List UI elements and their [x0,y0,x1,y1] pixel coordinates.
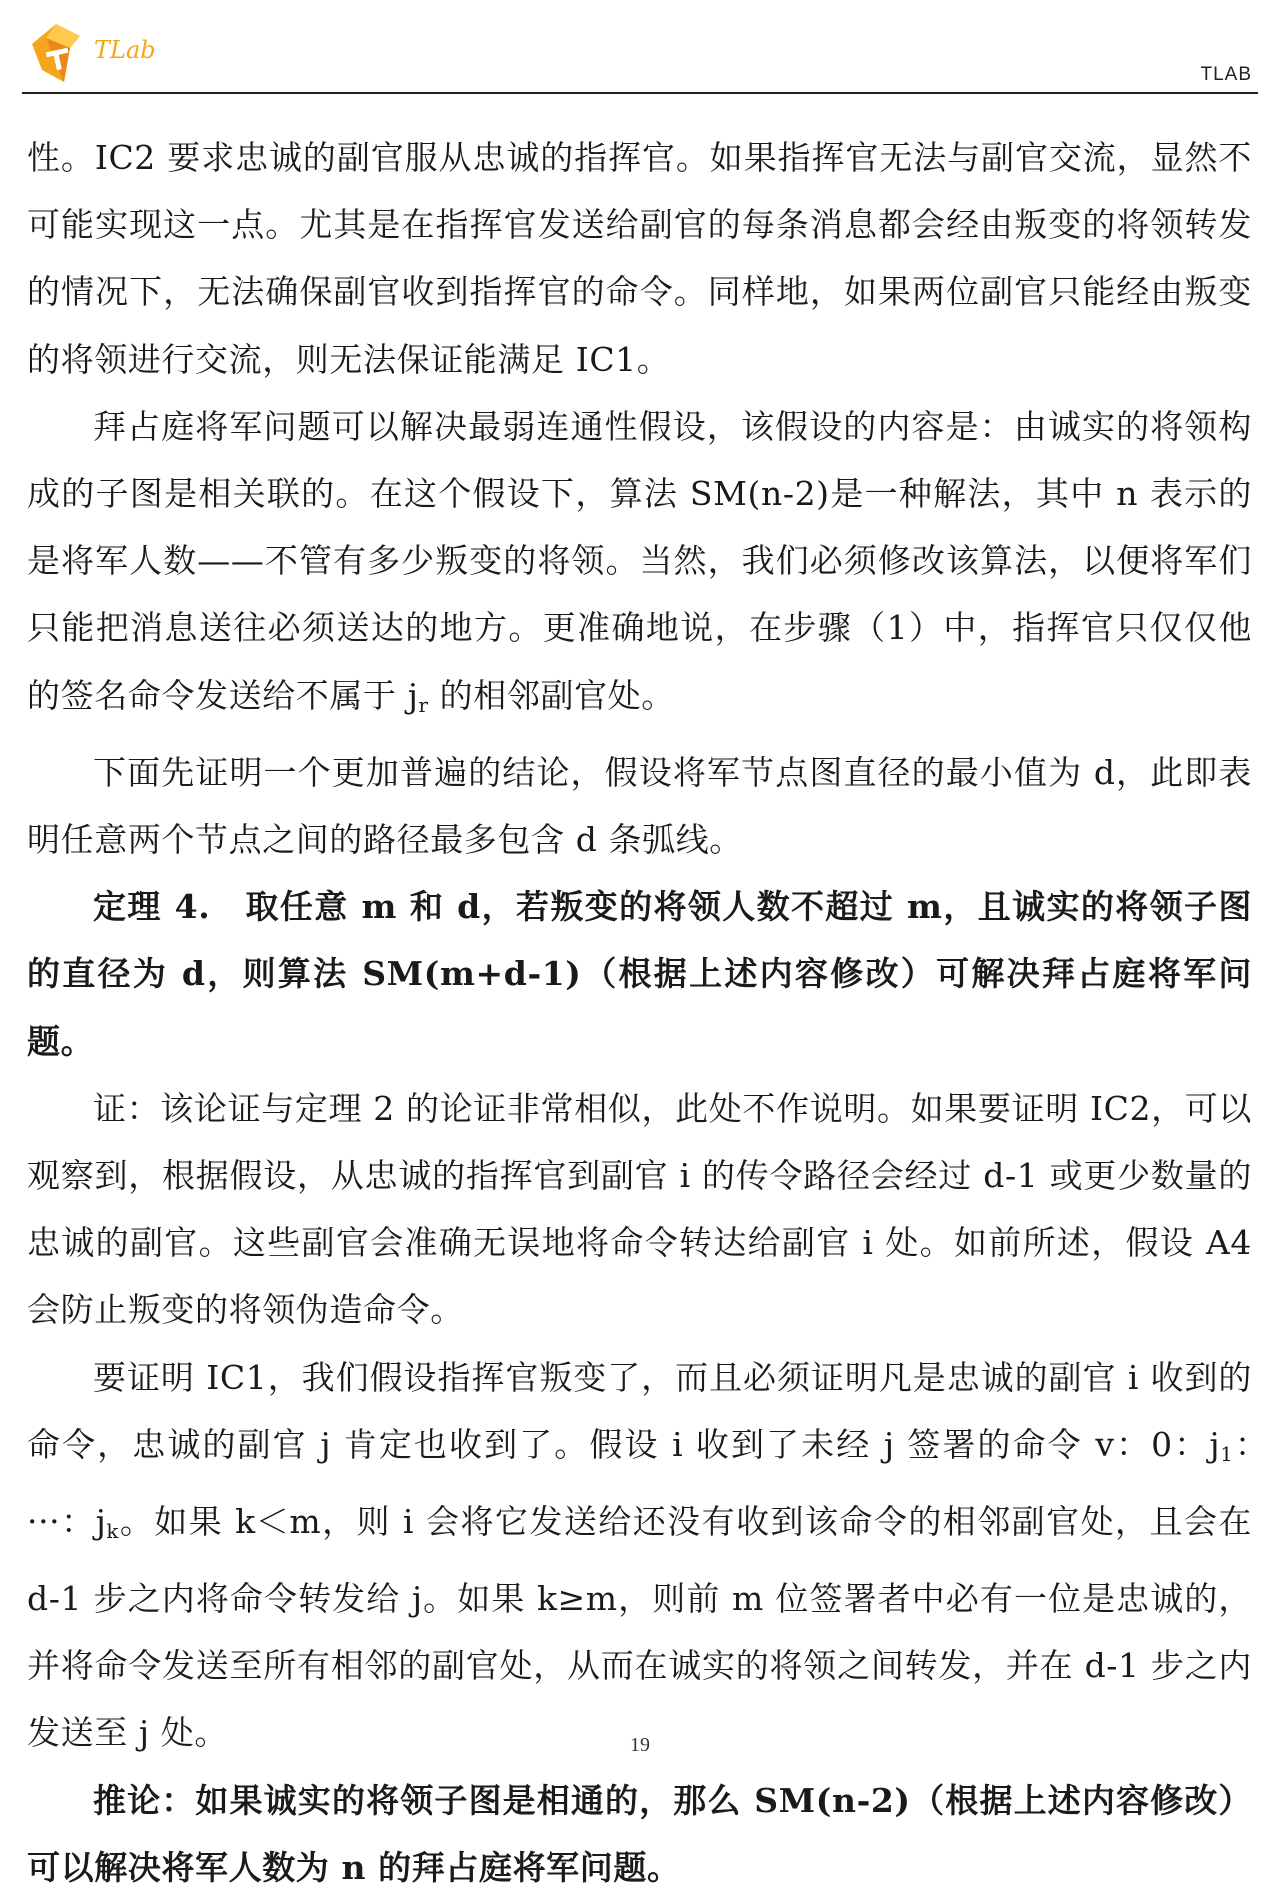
paragraph-ic1 [27,1344,1252,1767]
page-number: 19 [630,1734,650,1756]
tlab-logo [26,22,196,86]
proof-paragraph: 证：该论证与定理 2 的论证非常相似，此处不作说明。如果要证明 IC2，可以观察到，根据假设，从忠诚的指挥官到副官 i 的传令路径会经过 d-1 或更少数量的忠诚的副官。这些副官会准确无误地将命令转达给副官 i 处。如前所述，假设 A4 会防止叛变的将领伪造命令。 [27,1088,1252,1330]
header-divider [22,92,1258,94]
theorem-4: 定理 4. 取任意 m 和 d，若叛变的将领人数不超过 m，且诚实的将领子图的直径为 d，则算法 SM(m+d-1)（根据上述内容修改）可解决拜占庭将军问题。 [27,887,1252,1061]
page-header [0,0,1280,100]
paragraph-3: 下面先证明一个更加普遍的结论，假设将军节点图直径的最小值为 d，此即表明任意两个节点之间的路径最多包含 d 条弧线。 [27,752,1252,859]
document-body [27,124,1252,1901]
paragraph-2-text: 拜占庭将军问题可以解决最弱连通性假设，该假设的内容是：由诚实的将领构成的子图是相关联的。在这个假设下，算法 SM(n-2)是一种解法，其中 n 表示的是将军人数——不管有多少叛变的将领。当然，我们必须修改该算法，以便将军们只能把消息送往必须送达的地方。更准确地说，在步骤（1）中，指挥官只仅仅他的签名命令发送给不属于 j [27,406,1252,715]
subscript-1: 1 [1220,1442,1234,1466]
paragraph-ic1-text-1: 要证明 IC1，我们假设指挥官叛变了，而且必须证明凡是忠诚的副官 i 收到的命令，忠诚的副官 j 肯定也收到了。假设 i 收到了未经 j 签署的命令 v：0：j [27,1357,1252,1464]
paragraph-1: 性。IC2 要求忠诚的副官服从忠诚的指挥官。如果指挥官无法与副官交流，显然不可能实现这一点。尤其是在指挥官发送给副官的每条消息都会经由叛变的将领转发的情况下，无法确保副官收到指挥官的命令。同样地，如果两位副官只能经由叛变的将领进行交流，则无法保证能满足 IC1。 [27,138,1252,379]
subscript-k: k [106,1519,119,1543]
logo-wordmark: TLab [94,36,156,64]
paragraph-ic1-text-3: 。如果 k＜m，则 i 会将它发送给还没有收到该命令的相邻副官处，且会在 d-1 步之内将命令转发给 j。如果 k≥m，则前 m 位签署者中必有一位是忠诚的，并将命令发送至所有相邻的副官处，从而在诚实的将领之间转发，并在 d-1 步之内发送至 j 处。 [27,1501,1252,1753]
paragraph-2-end: 的相邻副官处。 [428,675,675,715]
header-brand: TLAB [1200,64,1252,85]
corollary: 推论：如果诚实的将领子图是相通的，那么 SM(n-2)（根据上述内容修改）可以解决将军人数为 n 的拜占庭将军问题。 [27,1780,1252,1887]
paragraph-2 [27,393,1252,739]
paragraph-ic1-text-2: ：···：j [27,1424,1252,1541]
subscript-r: r [418,693,429,717]
